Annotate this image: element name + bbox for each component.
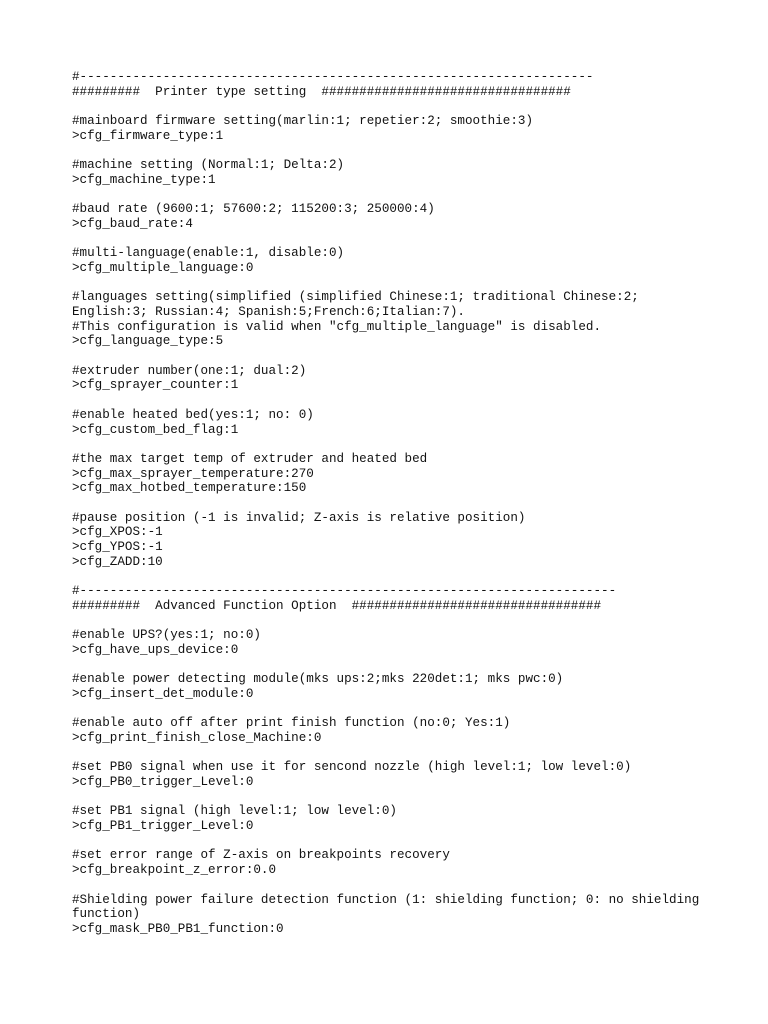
setting-value: >cfg_machine_type:1	[72, 172, 216, 187]
setting-comment: function)	[72, 907, 141, 922]
section-rule: #-----------------------------------------------------------------------	[72, 584, 617, 599]
setting-value: >cfg_mask_PB0_PB1_function:0	[72, 921, 284, 936]
section-header: ######### Printer type setting #################################	[72, 84, 571, 99]
setting-value: >cfg_firmware_type:1	[72, 128, 224, 143]
config-document	[72, 70, 732, 937]
setting-value: >cfg_breakpoint_z_error:0.0	[72, 863, 277, 878]
setting-comment: #enable auto off after print finish function (no:0; Yes:1)	[72, 716, 511, 731]
section-header: ######### Advanced Function Option #################################	[72, 598, 602, 613]
setting-comment: #languages setting(simplified (simplified Chinese:1; traditional Chinese:2;	[72, 290, 639, 305]
setting-value: >cfg_XPOS:-1	[72, 525, 163, 540]
setting-value: >cfg_max_sprayer_temperature:270	[72, 466, 314, 481]
setting-comment: #set PB1 signal (high level:1; low level:0)	[72, 804, 397, 819]
setting-value: >cfg_PB1_trigger_Level:0	[72, 819, 254, 834]
setting-comment: English:3; Russian:4; Spanish:5;French:6;Italian:7).	[72, 305, 465, 319]
setting-comment: #multi-language(enable:1, disable:0)	[72, 246, 345, 261]
setting-value: >cfg_have_ups_device:0	[72, 642, 239, 657]
setting-value: >cfg_YPOS:-1	[72, 540, 163, 554]
setting-value: >cfg_baud_rate:4	[72, 216, 193, 231]
setting-comment: #set error range of Z-axis on breakpoints recovery	[72, 848, 450, 863]
setting-value: >cfg_max_hotbed_temperature:150	[72, 481, 307, 496]
setting-comment: #enable heated bed(yes:1; no: 0)	[72, 407, 314, 422]
setting-value: >cfg_language_type:5	[72, 334, 224, 349]
setting-value: >cfg_print_finish_close_Machine:0	[72, 730, 322, 745]
setting-comment: #pause position (-1 is invalid; Z-axis is relative position)	[72, 510, 526, 525]
setting-comment: #enable UPS?(yes:1; no:0)	[72, 628, 261, 643]
setting-comment: #machine setting (Normal:1; Delta:2)	[72, 158, 345, 173]
setting-comment: #mainboard firmware setting(marlin:1; repetier:2; smoothie:3)	[72, 114, 534, 129]
setting-value: >cfg_multiple_language:0	[72, 260, 254, 275]
setting-value: >cfg_PB0_trigger_Level:0	[72, 775, 254, 789]
setting-value: >cfg_sprayer_counter:1	[72, 378, 239, 393]
setting-comment: #This configuration is valid when "cfg_multiple_language" is disabled.	[72, 319, 602, 334]
setting-value: >cfg_ZADD:10	[72, 554, 163, 569]
setting-comment: #set PB0 signal when use it for sencond nozzle (high level:1; low level:0)	[72, 760, 632, 775]
setting-comment: #the max target temp of extruder and heated bed	[72, 451, 428, 466]
section-rule: #--------------------------------------------------------------------	[72, 70, 594, 84]
setting-comment: #Shielding power failure detection function (1: shielding function; 0: no shielding	[72, 892, 700, 907]
setting-value: >cfg_custom_bed_flag:1	[72, 422, 239, 437]
setting-comment: #extruder number(one:1; dual:2)	[72, 363, 307, 378]
setting-comment: #baud rate (9600:1; 57600:2; 115200:3; 250000:4)	[72, 202, 435, 217]
setting-comment: #enable power detecting module(mks ups:2;mks 220det:1; mks pwc:0)	[72, 672, 564, 687]
setting-value: >cfg_insert_det_module:0	[72, 686, 254, 701]
